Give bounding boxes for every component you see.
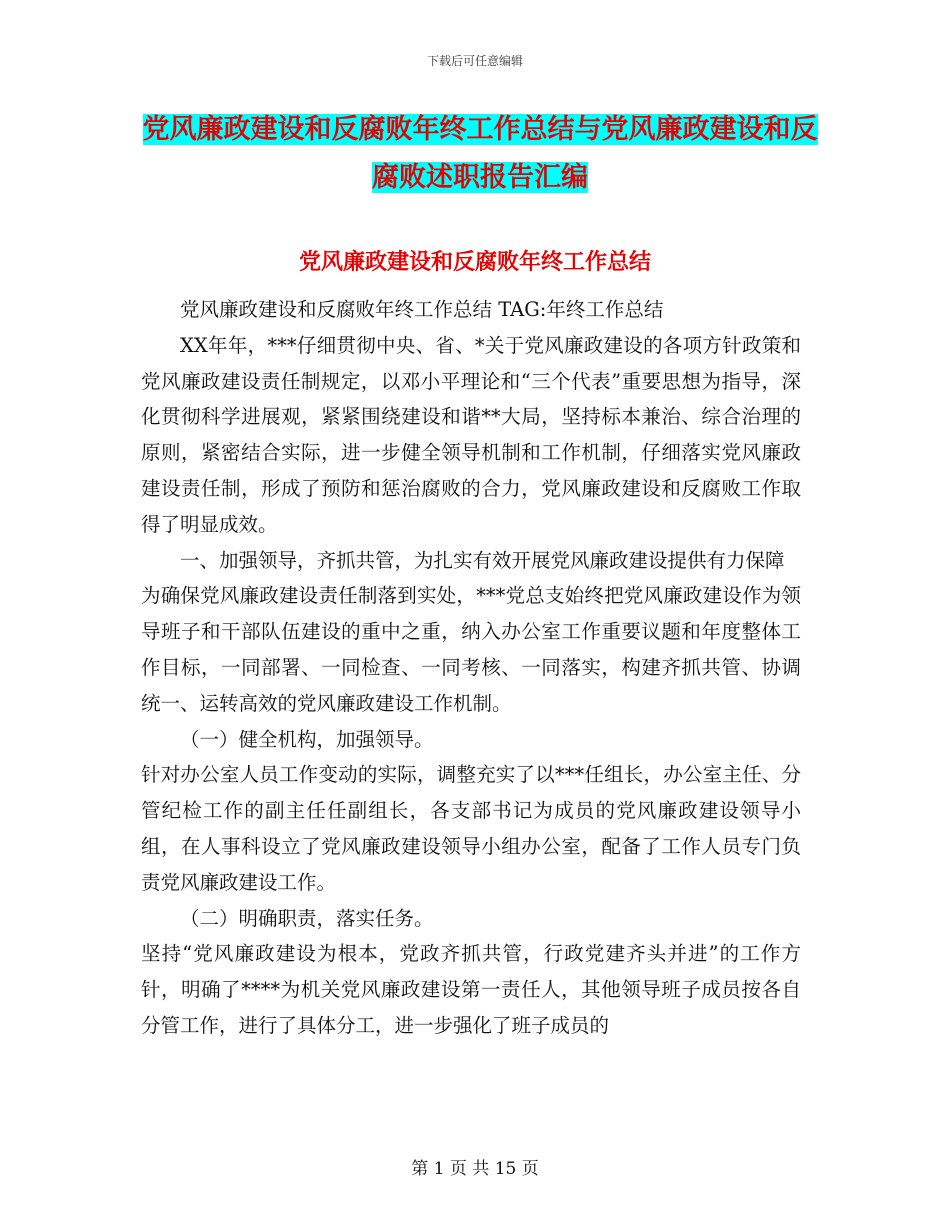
paragraph-tag-line: 党风廉政建设和反腐败年终工作总结 TAG:年终工作总结 [180, 298, 664, 321]
document-body [141, 292, 801, 1044]
paragraph-subsection-one: 针对办公室人员工作变动的实际，调整充实了以***任组长，办公室主任、分管纪检工作的副主任任副组长，各支部书记为成员的党风廉政建设领导小组，在人事科设立了党风廉政建设领导小组办公室，配备了工作人员专门负责党风廉政建设工作。 [141, 763, 801, 894]
paragraph-subsection-two: 坚持“党风廉政建设为根本，党政齐抓共管，行政党建齐头并进”的工作方针，明确了****为机关党风廉政建设第一责任人，其他领导班子成员按各自分管工作，进行了具体分工，进一步强化了班子成员的 [141, 942, 801, 1037]
section-title: 党风廉政建设和反腐败年终工作总结 [298, 250, 651, 275]
paragraph-section-one: 为确保党风廉政建设责任制落到实处，***党总支始终把党风廉政建设作为领导班子和干部队伍建设的重中之重，纳入办公室工作重要议题和年度整体工作目标，一同部署、一同检查、一同考核、一同落实，构建齐抓共管、协调统一、运转高效的党风廉政建设工作机制。 [141, 584, 801, 715]
heading-subsection-two: （二）明确职责，落实任务。 [180, 906, 434, 930]
document-main-title [140, 106, 820, 202]
heading-subsection-one: （一）健全机构，加强领导。 [180, 727, 434, 751]
page-number: 第 1 页 共 15 页 [411, 1159, 539, 1179]
main-title-highlight: 党风廉政建设和反腐败年终工作总结与党风廉政建设和反腐败述职报告汇编 [142, 114, 818, 193]
paragraph-intro: XX年年，***仔细贯彻中央、省、*关于党风廉政建设的各项方针政策和党风廉政建设责任制规定，以邓小平理论和“三个代表”重要思想为指导，深化贯彻科学进展观，紧紧围绕建设和谐**大局，坚持标本兼治、综合治理的原则，紧密结合实际，进一步健全领导机制和工作机制，仔细落实党风廉政建设责任制，形成了预防和惩治腐败的合力，党风廉政建设和反腐败工作取得了明显成效。 [141, 333, 801, 536]
heading-section-one: 一、加强领导，齐抓共管，为扎实有效开展党风廉政建设提供有力保障 [180, 548, 785, 572]
page-header-note: 下载后可任意编辑 [426, 54, 523, 68]
